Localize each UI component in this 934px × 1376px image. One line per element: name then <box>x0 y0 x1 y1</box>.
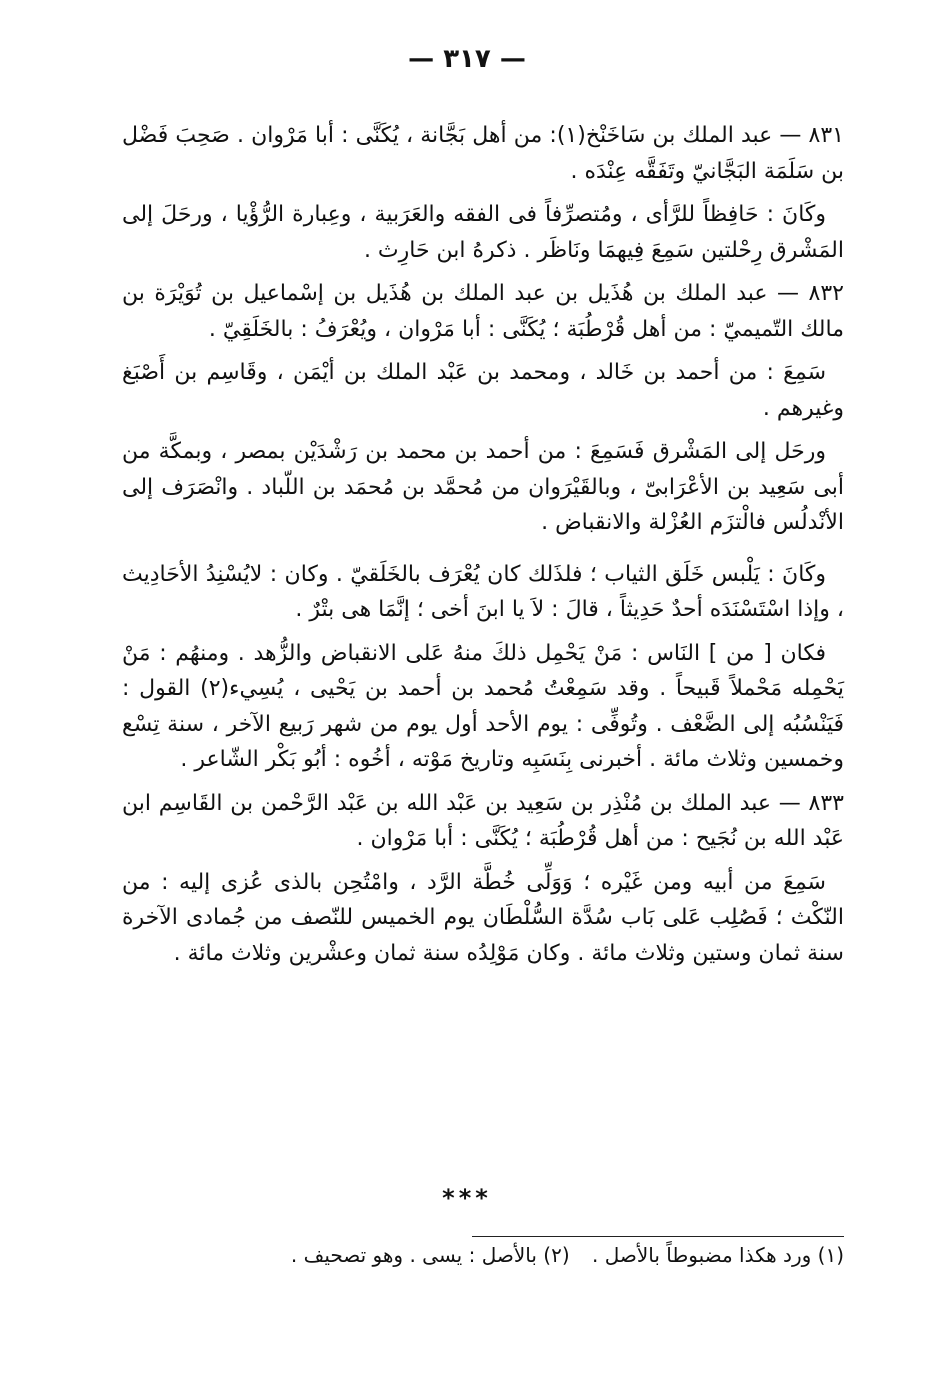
entry-831-para: وكَانَ : حَافِظاً للرَّأى ، ومُتصرِّفاً فى الفقه والعَرَبية ، وعِبارة الرُّؤْيا ، ورحَلَ إلى المَشْرق رِحْلتين سَمِعَ فِيهمَا ونَاظَر . ذكرهُ ابن حَارِث . <box>122 202 844 263</box>
entry-832-character: وكَانَ : يَلْبس خَلَق الثياب ؛ فلذَلك كان يُعْرَف بالخَلَقيّ . وكان : لايُسْنِدُ الأحَادِيث ، وإذا اسْتَسْنَدَه أحدٌ حَدِيثاً ، قالَ : لاَ يا ابنَ أخى ؛ إنَّمَا هى بتْرٌ . <box>122 561 844 622</box>
entry-832-travel: ورحَل إلى المَشْرق فَسَمِعَ : من أحمد بن محمد بن رَشْدَيْن بمصر ، وبمكَّة من أبى سَعِيد بن الأعْرَابىّ ، وبالقَيْرَوان من مُحمَّد بن مُحمَد بن اللّباد . وانْصَرَف إلى الأنْدلُس فالْتزَم العُزْلة والانقباض . <box>122 439 844 535</box>
footnote-1: (١) ورد هكذا مضبوطاً بالأصل . <box>591 1243 844 1267</box>
entry-832-death: فكان [ من ] النَاس : مَنْ يَحْمِل ذلكَ منهُ عَلى الانقباض والزُّهد . ومنهُم : مَنْ يَحْمِله مَحْملاً قَبيحاً . وقد سَمِعْتُ مُحمد بن أحمد بن يَحْيى ، يُسِيء(٢) القول : فَيَنْسُبُه إلى الضَّعْف . وتُوفِّى : يوم الأحد أول يوم من شهر رَبيع الآخر ، سنة تِسْع وخمسين وثلاث مائة . أخبرنى بِنَسَبِه وتاريخ مَوْته ، أخُوه : أبُو بَكْر الشّاعر . <box>122 640 844 772</box>
footnote-2: (٢) بالأصل : يسى . وهو تصحيف . <box>290 1243 570 1267</box>
section-divider: *** <box>442 1184 492 1212</box>
entry-833-head: ٨٣٣ — عبد الملك بن مُنْذِر بن سَعِيد بن عَبْد الله بن عَبْد الرَّحْمن بن القَاسِم ابن عَبْد الله بن نُجَيح : من أهل قُرْطُبَة ؛ يُكَنَّى : أبا مَرْوان . <box>122 790 844 851</box>
page-number: — ٣١٧ — <box>408 44 526 74</box>
entry-831-head: ٨٣١ — عبد الملك بن سَاخَنْخ(١): من أهل بَجَّانة ، يُكَنَّى : أبا مَرْوان . صَحِبَ فَضْل بن سَلَمَة البَجَّانيّ وتَفَقَّه عِنْدَه . <box>122 123 844 184</box>
footnote-rule <box>472 1236 844 1237</box>
entry-833-para: سَمِعَ من أبيه ومن غَيْره ؛ وَوَلِّى خُطَّة الرَّد ، وامْتُحِن بالذى عُزى إليه : من النّكْث ؛ فَصُلِب عَلى بَاب سُدَّة السُّلْطَان يوم الخميس للنّصف من جُمادى الآخرة سنة ثمان وستين وثلاث مائة . وكان مَوْلِدُه سنة ثمان وعشْرين وثلاث مائة . <box>122 869 844 966</box>
entry-832-teachers: سَمِعَ : من أحمد بن خَالد ، ومحمد بن عَبْد الملك بن أيْمَن ، وقَاسِم بن أَصْبَغ وغيرهم . <box>122 360 844 421</box>
footnotes <box>122 1240 844 1270</box>
entry-832-head: ٨٣٢ — عبد الملك بن هُذَيل بن عبد الملك بن هُذَيل بن إسْماعيل بن تُوَيْرَة بن مالك التّميميّ : من أهل قُرْطُبَة ؛ يُكَنَّى : أبا مَرْوان ، ويُعْرَفُ : بالخَلَقِيّ . <box>122 281 844 342</box>
main-text <box>122 118 844 979</box>
